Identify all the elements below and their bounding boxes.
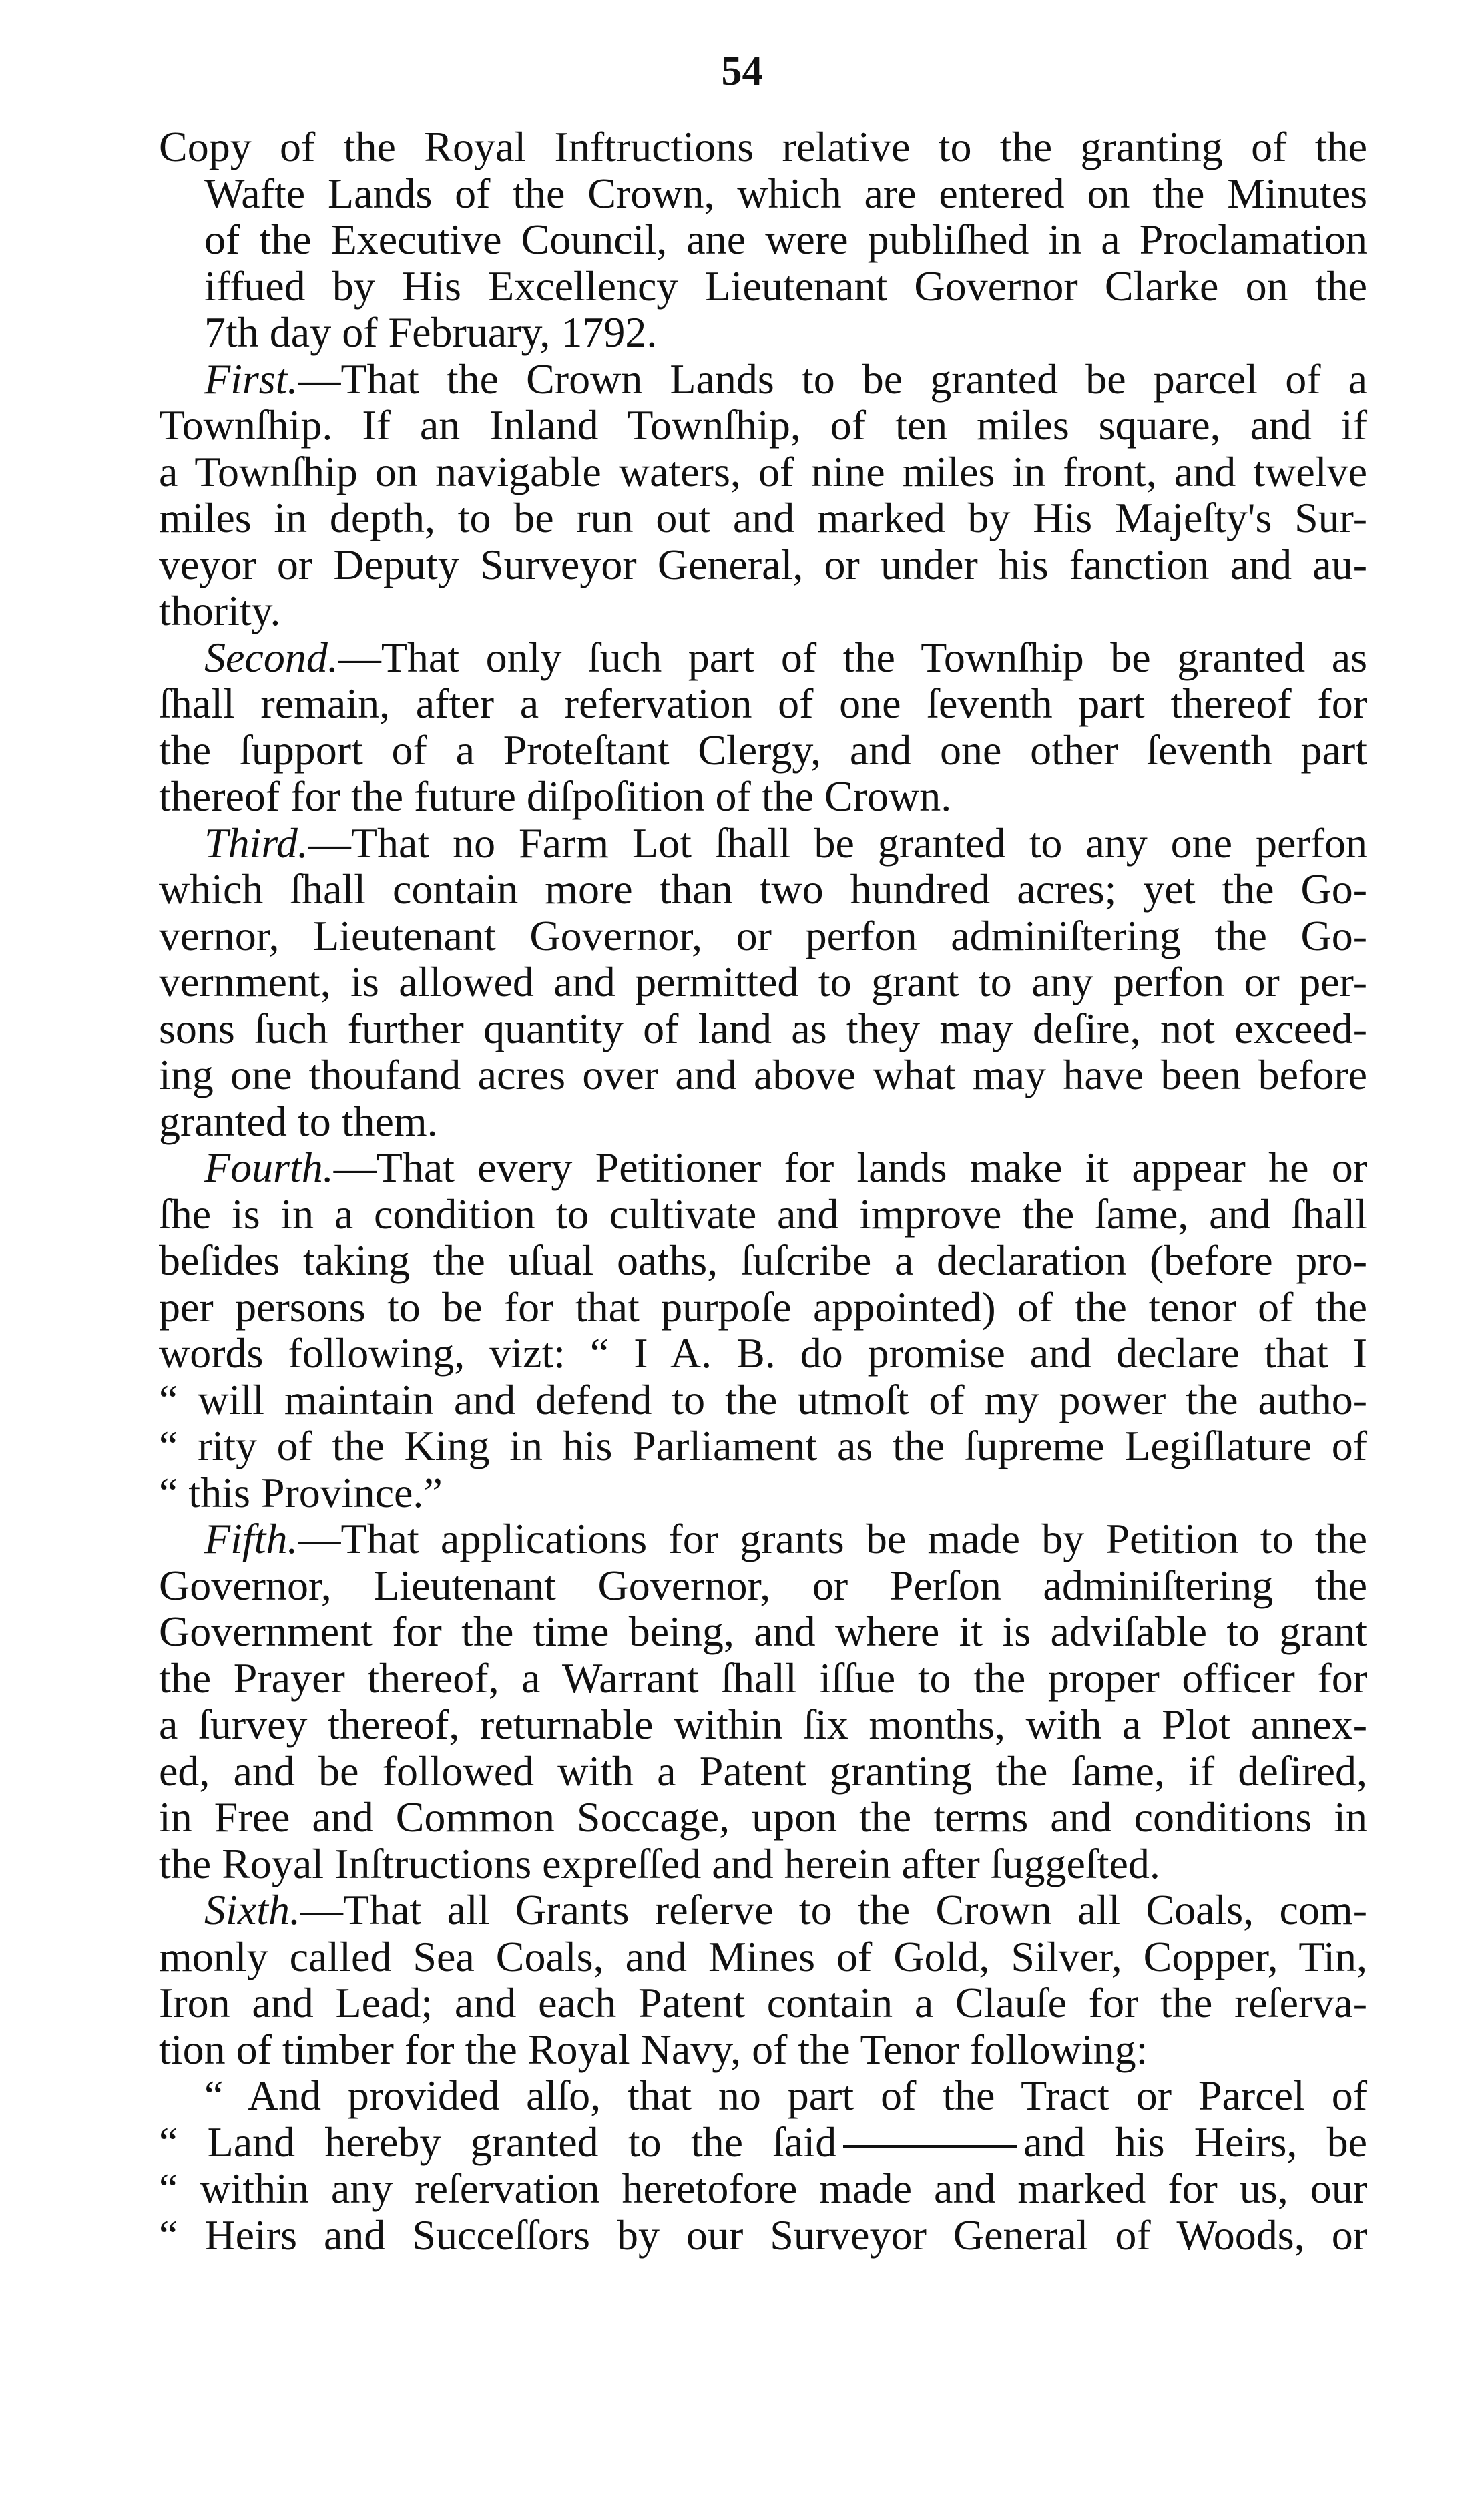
line-text: Governor, Lieutenant Governor, or Perſon adminiſtering the — [159, 1561, 1367, 1609]
line-text: Townſhip. If an Inland Townſhip, of ten miles square, and if — [159, 401, 1367, 449]
text-line — [159, 1237, 1367, 1284]
section-lead: Sixth. — [204, 1886, 300, 1933]
line-text: thereof for the future diſpoſition of the Crown. — [159, 772, 952, 820]
line-text: “ within any reſervation heretofore made and marked for us, our — [159, 2165, 1367, 2212]
text-line — [159, 263, 1367, 310]
line-text: —That every Petitioner for lands make it appear he or — [333, 1144, 1367, 1191]
text-line — [159, 1284, 1367, 1331]
line-text: of the Executive Council, ane were publiſhed in a Proclamation — [204, 216, 1367, 263]
text-line — [159, 1887, 1367, 1933]
line-text: miles in depth, to be run out and marked by His Majeſty's Sur- — [159, 494, 1367, 541]
page-number: 54 — [721, 49, 763, 94]
line-text: vernor, Lieutenant Governor, or perfon adminiſtering the Go- — [159, 911, 1367, 959]
text-line — [159, 449, 1367, 495]
line-text: sons ſuch further quantity of land as they may deſire, not exceed- — [159, 1004, 1367, 1052]
text-line — [159, 1469, 1367, 1516]
text-line — [159, 773, 1367, 820]
text-line — [159, 1330, 1367, 1377]
section-lead: Second. — [204, 633, 338, 681]
text-line — [159, 1191, 1367, 1238]
text-line — [159, 959, 1367, 1005]
line-text: “ rity of the King in his Parliament as the ſupreme Legiſlature of — [159, 1422, 1367, 1469]
text-line — [159, 588, 1367, 634]
section-lead: Fifth. — [204, 1515, 298, 1562]
line-text: —That all Grants reſerve to the Crown all Coals, com- — [300, 1886, 1367, 1933]
line-text: a ſurvey thereof, returnable within ſix months, with a Plot annex- — [159, 1700, 1367, 1748]
section-lead: Third. — [204, 819, 308, 867]
line-text: vernment, is allowed and permitted to grant to any perfon or per- — [159, 958, 1367, 1005]
text-line — [159, 1423, 1367, 1469]
line-text: tion of timber for the Royal Navy, of the Tenor following: — [159, 2025, 1148, 2073]
text-line — [159, 1144, 1367, 1191]
text-line — [159, 1562, 1367, 1609]
text-line — [159, 727, 1367, 774]
text-line — [159, 356, 1367, 403]
text-line — [159, 1841, 1367, 1887]
text-line — [159, 2072, 1367, 2119]
text-line — [159, 2165, 1367, 2212]
line-text: “ Heirs and Succeſſors by our Surveyor General of Woods, or — [159, 2211, 1367, 2259]
text-line — [159, 1980, 1367, 2026]
line-text: —That the Crown Lands to be granted be parcel of a — [298, 355, 1367, 403]
text-line — [159, 2119, 1367, 2166]
line-text: granted to them. — [159, 1097, 438, 1145]
line-text: beſides taking the uſual oaths, ſuſcribe a declaration (before pro- — [159, 1236, 1367, 1284]
body-text — [159, 124, 1367, 2258]
line-text: in Free and Common Soccage, upon the terms and conditions in — [159, 1793, 1367, 1841]
text-line — [159, 1655, 1367, 1702]
text-line — [159, 1377, 1367, 1423]
line-text: the Royal Inſtructions expreſſed and herein after ſuggeſted. — [159, 1839, 1160, 1887]
text-line — [159, 541, 1367, 588]
text-line — [159, 402, 1367, 449]
text-line — [159, 1748, 1367, 1795]
line-text: iffued by His Excellency Lieutenant Governor Clarke on the — [204, 262, 1367, 310]
text-line — [159, 124, 1367, 170]
line-text: —That no Farm Lot ſhall be granted to any one perfon — [308, 819, 1367, 867]
text-line — [159, 1701, 1367, 1748]
text-line — [159, 216, 1367, 263]
text-line — [159, 1516, 1367, 1562]
line-text: Copy of the Royal Inftructions relative to the granting of the — [159, 123, 1367, 170]
blank-line — [843, 2145, 1017, 2148]
text-line — [159, 680, 1367, 727]
text-line — [159, 1052, 1367, 1098]
line-text: Government for the time being, and where it is adviſable to grant — [159, 1608, 1367, 1655]
text-line — [159, 820, 1367, 867]
line-text: “ will maintain and defend to the utmoſt of my power the autho- — [159, 1375, 1367, 1423]
line-text: 7th day of February, 1792. — [204, 308, 658, 356]
line-text: ed, and be followed with a Patent granting the ſame, if deſired, — [159, 1747, 1367, 1795]
line-text: ſhe is in a condition to cultivate and improve the ſame, and ſhall — [159, 1190, 1367, 1238]
section-lead: Fourth. — [204, 1144, 334, 1191]
text-line — [159, 1608, 1367, 1655]
section-lead: First. — [204, 355, 298, 403]
line-text: words following, vizt: “ I A. B. do promise and declare that I — [159, 1329, 1367, 1377]
text-line — [159, 866, 1367, 913]
text-line — [159, 309, 1367, 356]
line-text: monly called Sea Coals, and Mines of Gold, Silver, Copper, Tin, — [159, 1932, 1367, 1980]
text-line — [159, 634, 1367, 681]
text-line — [159, 1933, 1367, 1980]
line-text: a Townſhip on navigable waters, of nine miles in front, and twelve — [159, 447, 1367, 495]
text-line — [159, 1794, 1367, 1841]
line-text: Wafte Lands of the Crown, which are entered on the Minutes — [204, 169, 1367, 217]
line-text: ſhall remain, after a refervation of one ſeventh part thereof for — [159, 680, 1367, 727]
text-line — [159, 170, 1367, 217]
text-line — [159, 1005, 1367, 1052]
text-line — [159, 495, 1367, 541]
line-text: and his Heirs, be — [1023, 2118, 1368, 2166]
line-text: the ſupport of a Proteſtant Clergy, and one other ſeventh part — [159, 726, 1367, 774]
line-text: ing one thoufand acres over and above what may have been before — [159, 1051, 1367, 1098]
text-line — [159, 2212, 1367, 2259]
line-text: veyor or Deputy Surveyor General, or under his fanction and au- — [159, 540, 1367, 588]
line-text: “ And provided alſo, that no part of the Tract or Parcel of — [204, 2072, 1367, 2119]
line-text: per persons to be for that purpoſe appointed) of the tenor of the — [159, 1283, 1367, 1331]
text-line — [159, 1098, 1367, 1145]
line-text: Iron and Lead; and each Patent contain a Clauſe for the reſerva- — [159, 1979, 1367, 2026]
line-text: the Prayer thereof, a Warrant ſhall iſſue to the proper officer for — [159, 1654, 1367, 1702]
line-text: —That applications for grants be made by Petition to the — [298, 1515, 1367, 1562]
line-text: —That only ſuch part of the Townſhip be granted as — [338, 633, 1367, 681]
line-text: “ Land hereby granted to the ſaid — [159, 2118, 837, 2166]
line-text: thority. — [159, 587, 281, 634]
line-text: “ this Province.” — [159, 1468, 443, 1516]
text-line — [159, 913, 1367, 959]
text-line — [159, 2026, 1367, 2073]
line-text: which ſhall contain more than two hundred acres; yet the Go- — [159, 865, 1367, 913]
